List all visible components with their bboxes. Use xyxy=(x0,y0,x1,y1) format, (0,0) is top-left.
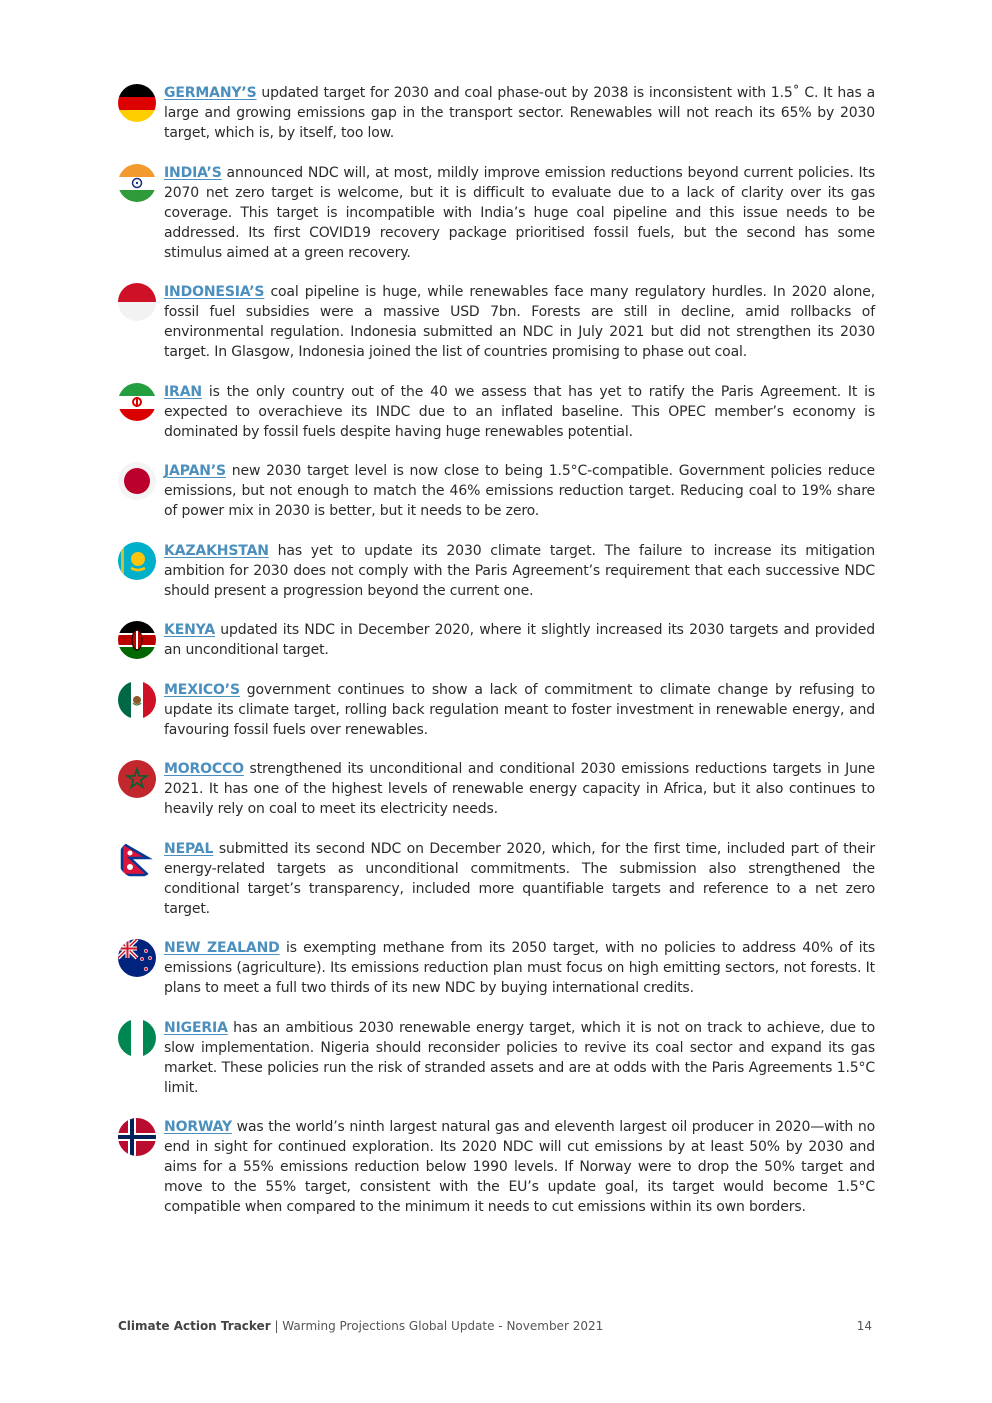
country-link-newzealand[interactable]: NEW ZEALAND xyxy=(164,940,280,956)
entry-mexico xyxy=(115,680,875,740)
entry-text xyxy=(164,759,875,819)
page-footer xyxy=(118,1319,872,1333)
entry-description: has an ambitious 2030 renewable energy target, which it is not on track to achieve, due to slow implementation. Nigeria should reconsider policies to revive its coal sector and expand its gas market. These policies run the risk of stranded assets and are at odds with the Paris Agreements 1.5°C limit. xyxy=(164,1019,875,1096)
nepal-flag-icon xyxy=(118,840,156,878)
entry-kazakhstan xyxy=(115,541,875,601)
entry-text xyxy=(164,83,875,143)
iran-flag-icon xyxy=(118,383,156,421)
entry-iran xyxy=(115,382,875,442)
entry-kenya xyxy=(115,620,875,660)
entry-germany xyxy=(115,83,875,143)
entry-text xyxy=(164,839,875,919)
footer-report-title: Warming Projections Global Update - November 2021 xyxy=(282,1319,604,1333)
entry-newzealand xyxy=(115,938,875,998)
entry-description: updated its NDC in December 2020, where it slightly increased its 2030 targets and provided an unconditional target. xyxy=(164,622,875,658)
entry-description: submitted its second NDC on December 2020, which, for the first time, included part of their energy-related targets as unconditional commitments. The submission also strengthened the conditional target’s transparency, included more quantifiable targets and reference to a net zero target. xyxy=(164,840,875,917)
norway-flag-icon xyxy=(118,1118,156,1156)
entry-morocco xyxy=(115,759,875,819)
country-link-nepal[interactable]: NEPAL xyxy=(164,840,214,857)
entry-text xyxy=(164,680,875,740)
entry-description: is the only country out of the 40 we assess that has yet to ratify the Paris Agreement. It is expected to overachieve its INDC due to an inflated baseline. This OPEC member’s economy is dominated by fossil fuels despite having huge renewables potential. xyxy=(164,383,875,440)
entry-text xyxy=(164,1117,875,1217)
mexico-flag-icon xyxy=(118,681,156,719)
entry-norway xyxy=(115,1117,875,1217)
entry-description: strengthened its unconditional and conditional 2030 emissions reductions targets in June 2021. It has one of the highest levels of renewable energy capacity in Africa, but it also continues to heavily rely on coal to meet its electricity needs. xyxy=(164,761,875,817)
entry-description: government continues to show a lack of commitment to climate change by refusing to update its climate target, rolling back regulation meant to foster investment in renewable energy, and favouring fossil fuels over renewables. xyxy=(164,681,875,738)
country-link-norway[interactable]: NORWAY xyxy=(164,1119,232,1135)
footer-org: Climate Action Tracker xyxy=(118,1319,271,1333)
country-link-india[interactable]: INDIA’S xyxy=(164,164,222,181)
entry-text xyxy=(164,282,875,362)
country-link-iran[interactable]: IRAN xyxy=(164,383,202,400)
country-link-japan[interactable]: JAPAN’S xyxy=(164,463,226,479)
entry-description: new 2030 target level is now close to being 1.5°C-compatible. Government policies reduce emissions, but not enough to match the 46% emissions reduction target. Reducing coal to 19% share of power mix in 2030 is better, but it needs to be zero. xyxy=(164,463,875,519)
entry-text xyxy=(164,382,875,442)
entry-text xyxy=(164,163,875,263)
kazakhstan-flag-icon xyxy=(118,542,156,580)
country-link-indonesia[interactable]: INDONESIA’S xyxy=(164,284,265,300)
country-link-germany[interactable]: GERMANY’S xyxy=(164,85,257,101)
entry-japan xyxy=(115,461,875,521)
country-link-nigeria[interactable]: NIGERIA xyxy=(164,1019,228,1036)
country-link-mexico[interactable]: MEXICO’S xyxy=(164,681,240,698)
nigeria-flag-icon xyxy=(118,1019,156,1057)
entry-text xyxy=(164,541,875,601)
entry-nigeria xyxy=(115,1018,875,1098)
country-link-kazakhstan[interactable]: KAZAKHSTAN xyxy=(164,542,269,559)
page-number: 14 xyxy=(856,1319,872,1333)
country-link-kenya[interactable]: KENYA xyxy=(164,622,216,638)
germany-flag-icon xyxy=(118,84,156,122)
entry-text xyxy=(164,938,875,998)
entry-text xyxy=(164,620,875,660)
new-zealand-flag-icon xyxy=(118,939,156,977)
kenya-flag-icon xyxy=(118,621,156,659)
japan-flag-icon xyxy=(118,462,156,500)
entry-description: announced NDC will, at most, mildly improve emission reductions beyond current policies. Its 2070 net zero target is welcome, but it is difficult to evaluate due to a lack of clarity over its gas coverage. This target is incompatible with India’s huge coal pipeline and this issue needs to be addressed. Its first COVID19 recovery package prioritised fossil fuels, but the second has some stimulus aimed at a green recovery. xyxy=(164,164,875,261)
entry-indonesia xyxy=(115,282,875,362)
indonesia-flag-icon xyxy=(118,283,156,321)
india-flag-icon xyxy=(118,164,156,202)
entry-description: is exempting methane from its 2050 target, with no policies to address 40% of its emissions (agriculture). Its emissions reduction plan must focus on high emitting sectors, not forests. It plans to meet a full two thirds of its new NDC by buying international credits. xyxy=(164,940,875,996)
entry-india xyxy=(115,163,875,263)
morocco-flag-icon xyxy=(118,760,156,798)
entry-description: updated target for 2030 and coal phase-out by 2038 is inconsistent with 1.5˚ C. It has a large and growing emissions gap in the transport sector. Renewables will not reach its 65% by 2030 target, which is, by itself, too low. xyxy=(164,85,875,141)
footer-separator: | xyxy=(270,1319,283,1333)
footer-source xyxy=(118,1319,603,1333)
country-list xyxy=(115,83,875,1237)
entry-description: coal pipeline is huge, while renewables face many regulatory hurdles. In 2020 alone, fossil fuel subsidies were a massive USD 7bn. Forests are still in decline, amid rollbacks of environmental regulation. Indonesia submitted an NDC in July 2021 but did not strengthen its 2030 target. In Glasgow, Indonesia joined the list of countries promising to phase out coal. xyxy=(164,284,875,360)
country-link-morocco[interactable]: MOROCCO xyxy=(164,761,244,777)
entry-text xyxy=(164,1018,875,1098)
entry-text xyxy=(164,461,875,521)
entry-description: has yet to update its 2030 climate target. The failure to increase its mitigation ambition for 2030 does not comply with the Paris Agreement’s requirement that each successive NDC should present a progression beyond the current one. xyxy=(164,542,875,599)
entry-description: was the world’s ninth largest natural gas and eleventh largest oil producer in 2020—with no end in sight for continued exploration. Its 2020 NDC will cut emissions by at least 50% by 2030 and aims for a 55% emissions reduction below 1990 levels. If Norway were to drop the 50% target and move to the 55% target, consistent with the EU’s update goal, its target would become 1.5°C compatible when compared to the minimum it needs to cut emissions within its own borders. xyxy=(164,1119,875,1215)
entry-nepal xyxy=(115,839,875,919)
